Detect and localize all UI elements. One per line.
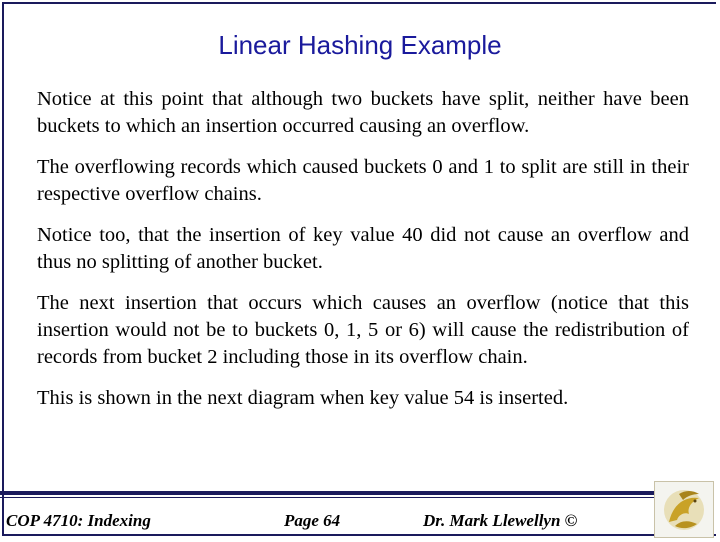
pegasus-logo-icon xyxy=(655,482,713,537)
paragraph-3: Notice too, that the insertion of key value 40 did not cause an overflow and thus no splitting of another bucket. xyxy=(37,224,689,273)
slide-body xyxy=(37,86,689,426)
footer-rule xyxy=(0,491,654,495)
paragraph-4: The next insertion that occurs which causes an overflow (notice that this insertion would not be to buckets 0, 1, 5 or 6) will cause the redistribution of records from bucket 2 including those in its overflow chain. xyxy=(37,292,689,368)
paragraph-5: This is shown in the next diagram when key value 54 is inserted. xyxy=(37,387,569,409)
paragraph-2: The overflowing records which caused buckets 0 and 1 to split are still in their respective overflow chains. xyxy=(37,156,689,205)
footer-rule-thin xyxy=(0,497,654,498)
paragraph-1: Notice at this point that although two buckets have split, neither have been buckets to which an insertion occurred causing an overflow. xyxy=(37,88,689,137)
footer-author: Dr. Mark Llewellyn © xyxy=(423,511,578,530)
slide-title: Linear Hashing Example xyxy=(218,30,502,60)
footer-course: COP 4710: Indexing xyxy=(6,511,151,530)
logo xyxy=(654,481,714,538)
footer-page-number: Page 64 xyxy=(284,511,341,530)
